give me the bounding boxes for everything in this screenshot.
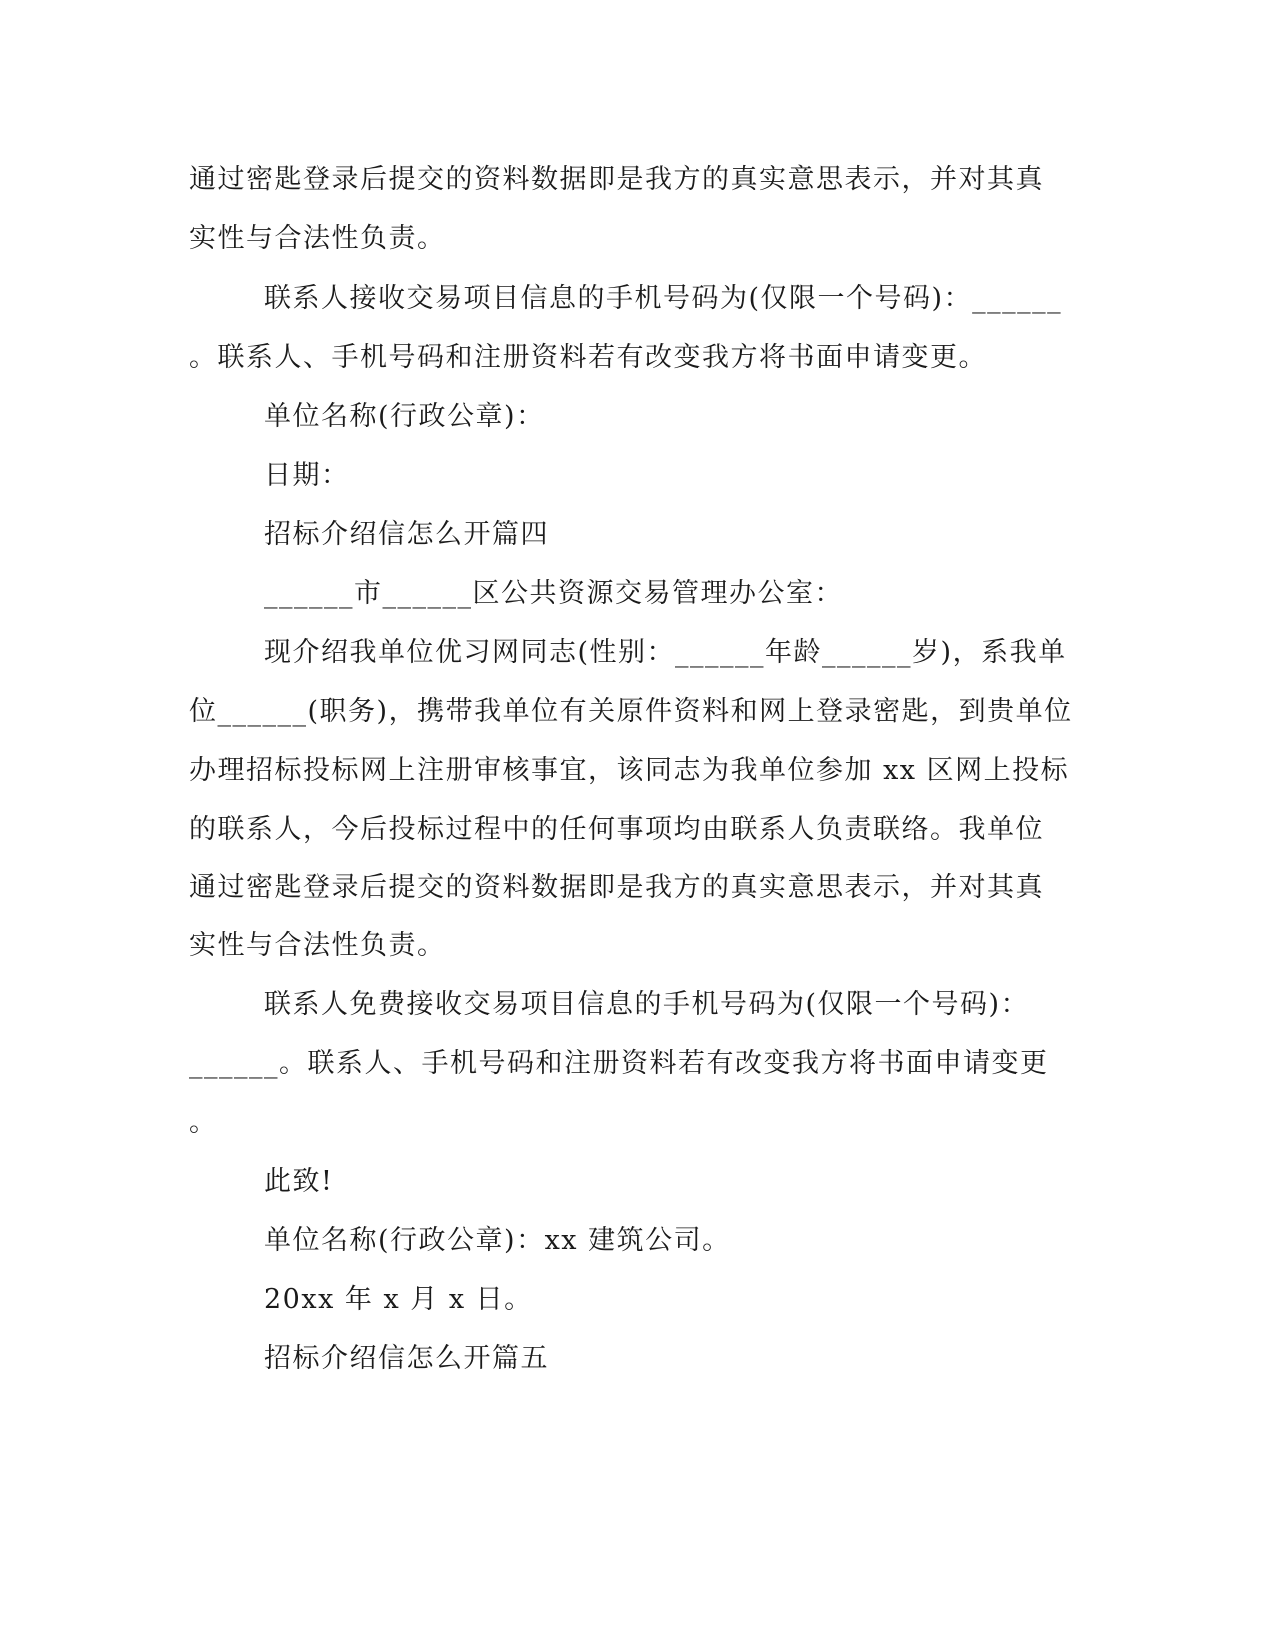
paragraph-line: 实性与合法性负责。 <box>189 223 446 254</box>
paragraph-line: 。 <box>189 1107 218 1138</box>
paragraph-line: 单位名称(行政公章)： <box>264 401 545 432</box>
paragraph-line: 通过密匙登录后提交的资料数据即是我方的真实意思表示，并对其真 <box>189 164 1044 195</box>
paragraph-line: ______。联系人、手机号码和注册资料若有改变我方将书面申请变更 <box>189 1048 1049 1079</box>
paragraph-line: 联系人免费接收交易项目信息的手机号码为(仅限一个号码)： <box>264 989 1030 1020</box>
section-heading: 招标介绍信怎么开篇五 <box>264 1343 549 1374</box>
closing-line: 此致! <box>264 1166 334 1197</box>
paragraph-line: 日期： <box>264 460 350 491</box>
paragraph-line: 现介绍我单位优习网同志(性别：______年龄______岁)，系我单 <box>264 637 1067 668</box>
section-heading: 招标介绍信怎么开篇四 <box>264 519 549 550</box>
signature-line: 单位名称(行政公章)：xx 建筑公司。 <box>264 1225 731 1256</box>
date-line: 20xx 年 x 月 x 日。 <box>264 1284 533 1315</box>
paragraph-line: 通过密匙登录后提交的资料数据即是我方的真实意思表示，并对其真 <box>189 872 1044 903</box>
paragraph-line: 办理招标投标网上注册审核事宜，该同志为我单位参加 xx 区网上投标 <box>189 755 1070 786</box>
paragraph-line: 。联系人、手机号码和注册资料若有改变我方将书面申请变更。 <box>189 342 987 373</box>
paragraph-line: 实性与合法性负责。 <box>189 930 446 961</box>
paragraph-line: 位______(职务)，携带我单位有关原件资料和网上登录密匙，到贵单位 <box>189 696 1073 727</box>
addressee-line: ______市______区公共资源交易管理办公室： <box>264 578 843 609</box>
paragraph-line: 联系人接收交易项目信息的手机号码为(仅限一个号码)：______ <box>264 283 1063 314</box>
paragraph-line: 的联系人，今后投标过程中的任何事项均由联系人负责联络。我单位 <box>189 814 1044 845</box>
